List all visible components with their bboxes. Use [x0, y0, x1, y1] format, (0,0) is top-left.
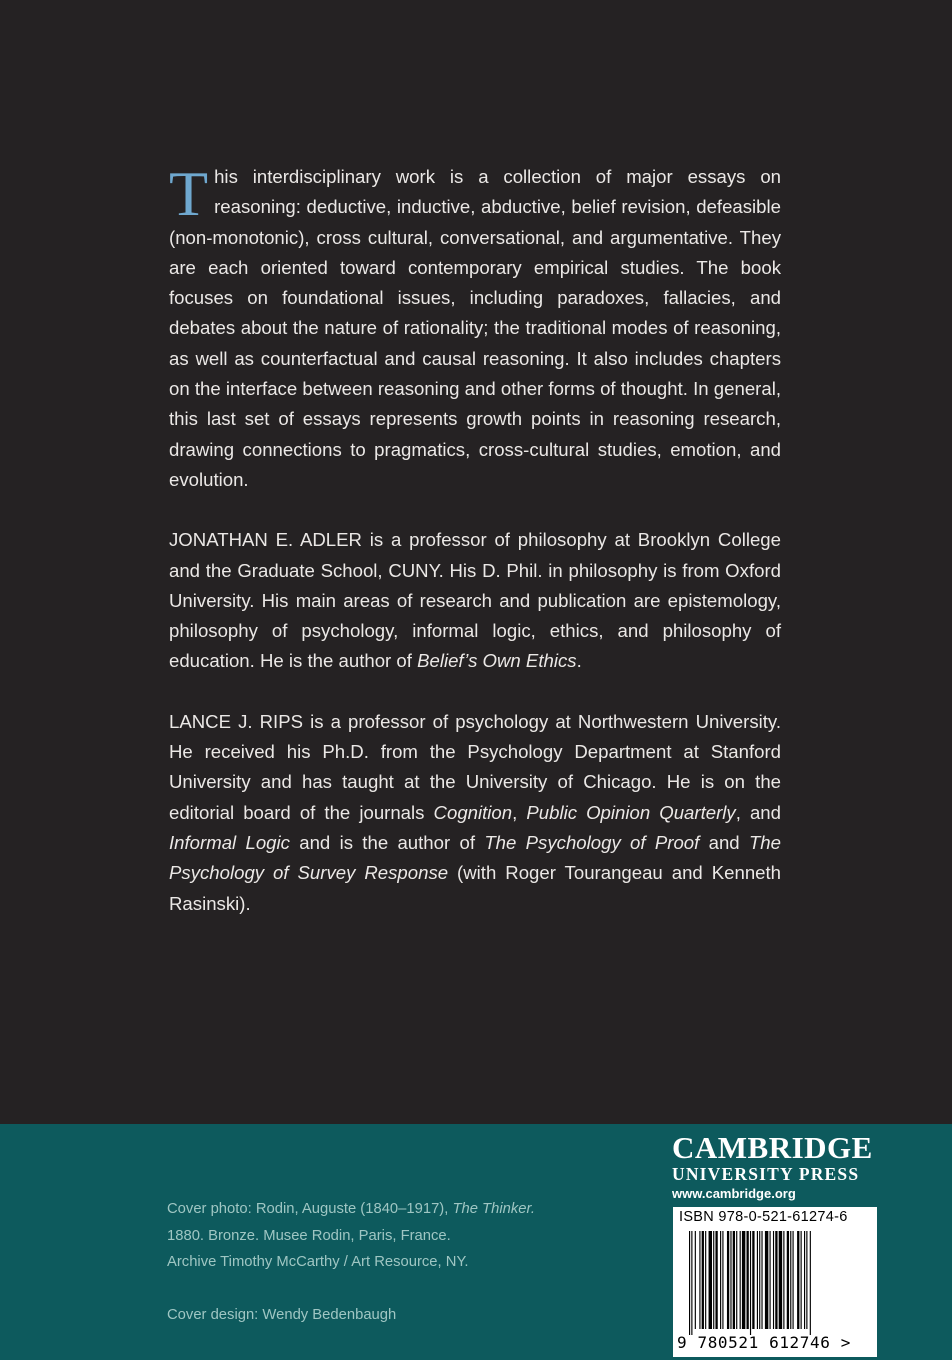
barcode-bar: [790, 1231, 791, 1329]
barcode-bar: [806, 1231, 807, 1329]
barcode-bar: [736, 1231, 737, 1329]
barcode-bar: [740, 1231, 741, 1329]
barcode-bar: [759, 1231, 760, 1329]
barcode-bar: [733, 1231, 735, 1329]
barcode-bar: [773, 1231, 774, 1329]
barcode-bar: [713, 1231, 714, 1329]
artwork-title: The Thinker.: [452, 1201, 535, 1217]
barcode-bar: [779, 1231, 782, 1329]
publisher-name: CAMBRIDGE: [672, 1130, 873, 1165]
barcode-bar: [761, 1231, 762, 1329]
barcode-bar: [797, 1231, 799, 1329]
footer-band: [0, 1124, 952, 1360]
barcode-bar: [727, 1231, 729, 1329]
journal-title: Informal Logic: [169, 831, 290, 853]
photo-credit-line3: Archive Timothy McCarthy / Art Resource, NY.: [167, 1254, 469, 1270]
barcode-bar: [757, 1231, 758, 1329]
description-paragraph: [169, 158, 781, 495]
barcode-bar: [720, 1231, 721, 1329]
barcode-bar: [750, 1231, 751, 1335]
publisher-subname: UNIVERSITY PRESS: [672, 1164, 860, 1184]
adler-bio-end: .: [576, 650, 582, 672]
barcode-bar: [699, 1231, 700, 1329]
barcode-bar: [689, 1231, 690, 1335]
design-credit: Cover design: Wendy Bedenbaugh: [167, 1306, 397, 1323]
adler-book-title: Belief’s Own Ethics: [417, 650, 577, 672]
barcode-bar: [730, 1231, 731, 1329]
barcode-bar: [742, 1231, 745, 1329]
barcode-bar: [709, 1231, 712, 1329]
separator: ,: [512, 801, 527, 823]
separator: , and: [735, 801, 781, 823]
barcode-bar: [770, 1231, 771, 1329]
barcode-bar: [702, 1231, 704, 1329]
barcode-bar: [801, 1231, 802, 1329]
rips-bio-text: and is the author of: [289, 831, 485, 853]
cover-credits: [167, 1196, 587, 1328]
barcode-bar: [765, 1231, 768, 1329]
photo-credit-line1: [167, 1196, 587, 1223]
description-text: his interdisciplinary work is a collection of major essays on reasoning: deductive, inductive, abductive, belief revision, defeasible (non-monotonic), cross cultural, conversational, and argumentative. They are each oriented toward contemporary empirical studies. The book focuses on foundational issues, including paradoxes, fallacies, and debates about the nature of rationality; the traditional modes of reasoning, as well as counterfactual and causal reasoning. It also includes chapters on the interface between reasoning and other forms of thought. In general, this last set of essays represents growth points in reasoning research, drawing connections to pragmatics, cross-cultural studies, emotion, and evolution.: [169, 166, 781, 490]
barcode-bar: [747, 1231, 749, 1329]
journal-title: Cognition: [433, 801, 513, 823]
rips-book-title: The Psychology of Survey Response: [169, 831, 781, 884]
barcode-bar: [705, 1231, 706, 1329]
barcode-icon: [673, 1207, 877, 1337]
drop-cap: T: [169, 158, 209, 229]
publisher-logo: [672, 1132, 878, 1204]
barcode-bar: [695, 1231, 696, 1329]
author-bio-rips: [169, 707, 781, 919]
journal-title: Public Opinion Quarterly: [526, 801, 736, 823]
author-bio-adler: [169, 525, 781, 676]
barcode-bar: [715, 1231, 717, 1329]
barcode-bar: [810, 1231, 811, 1335]
barcode-digits: 9 780521 612746 >: [677, 1333, 851, 1352]
barcode-bar: [804, 1231, 805, 1329]
adler-bio-text: JONATHAN E. ADLER is a professor of philosophy at Brooklyn College and the Graduate School, CUNY. His D. Phil. in philosophy is from Oxford University. His main areas of research and publication are epistemology, philosophy of psychology, informal logic, ethics, and philosophy of education. He is the author of: [169, 529, 781, 672]
separator: and: [699, 831, 749, 853]
barcode-bar: [752, 1231, 754, 1329]
barcode-bar: [691, 1231, 692, 1335]
photo-credit-text: Cover photo: Rodin, Auguste (1840–1917),: [167, 1201, 453, 1217]
rips-bio-text: LANCE J. RIPS is a professor of psychology at Northwestern University. He received his Ph.D. from the Psychology Department at Stanford University and has taught at the University of Chicago. He is on the editorial board of the journals: [169, 710, 781, 823]
isbn-barcode: [673, 1207, 877, 1357]
isbn-label: ISBN 978-0-521-61274-6: [679, 1209, 848, 1225]
barcode-bar: [775, 1231, 777, 1329]
blurb-text: [169, 158, 782, 949]
barcode-bar: [793, 1231, 794, 1329]
rips-bio-end: (with Roger Tourangeau and Kenneth Rasinski).: [169, 862, 782, 914]
rips-book-title: The Psychology of Proof: [484, 831, 700, 853]
barcode-bar: [783, 1231, 784, 1329]
barcode-bar: [722, 1231, 723, 1329]
photo-credit-line2: 1880. Bronze. Musee Rodin, Paris, France.: [167, 1227, 451, 1244]
publisher-url: www.cambridge.org: [672, 1186, 796, 1201]
barcode-bar: [787, 1231, 789, 1329]
